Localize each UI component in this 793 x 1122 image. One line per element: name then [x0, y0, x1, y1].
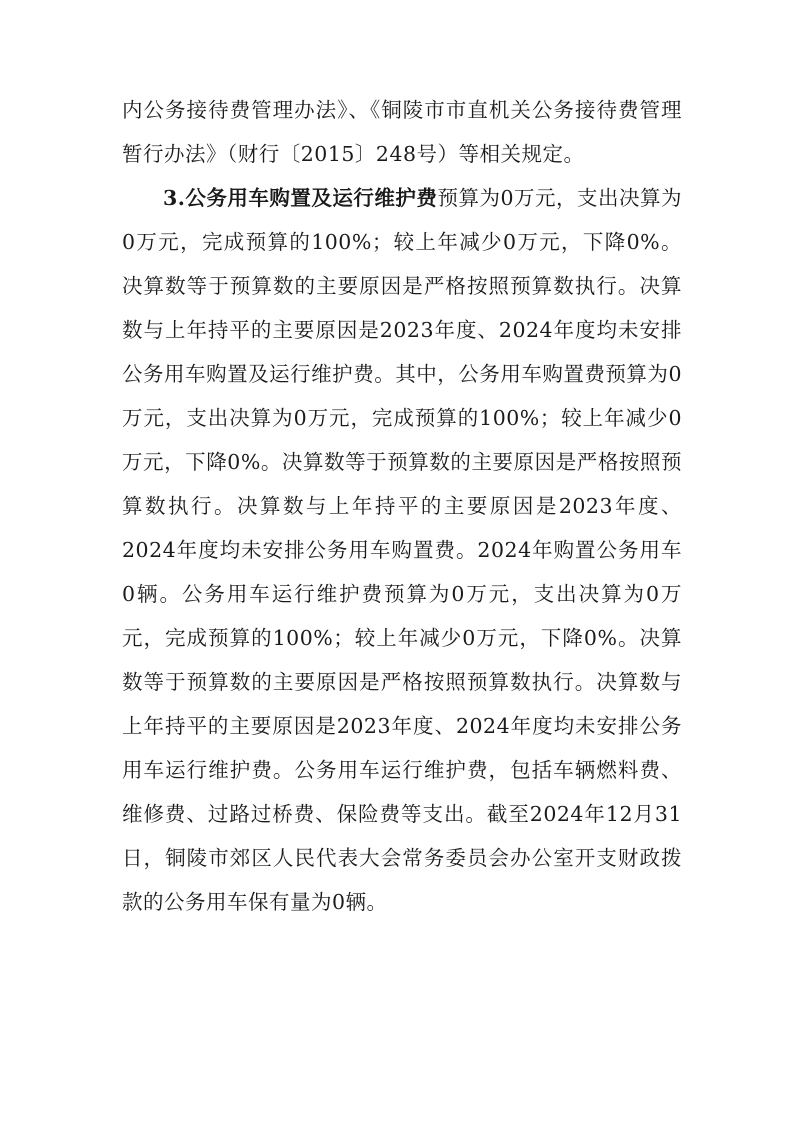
- paragraph-vehicle-expenses: [122, 176, 682, 924]
- paragraph-text: 预算为0万元，支出决算为0万元，完成预算的100%；较上年减少0万元，下降0%。决算数等于预算数的主要原因是严格按照预算数执行。决算数与上年持平的主要原因是2023年度、2024年度均未安排公务用车购置及运行维护费。其中，公务用车购置费预算为0万元，支出决算为0万元，完成预算的100%；较上年减少0万元，下降0%。决算数等于预算数的主要原因是严格按照预算数执行。决算数与上年持平的主要原因是2023年度、2024年度均未安排公务用车购置费。2024年购置公务用车0辆。公务用车运行维护费预算为0万元，支出决算为0万元，完成预算的100%；较上年减少0万元，下降0%。决算数等于预算数的主要原因是严格按照预算数执行。决算数与上年持平的主要原因是2023年度、2024年度均未安排公务用车运行维护费。公务用车运行维护费，包括车辆燃料费、维修费、过路过桥费、保险费等支出。截至2024年12月31日，铜陵市郊区人民代表大会常务委员会办公室开支财政拨款的公务用车保有量为0辆。: [122, 186, 683, 914]
- section-heading: 3.公务用车购置及运行维护费: [163, 186, 438, 210]
- document-body: [122, 88, 682, 924]
- paragraph-text: 内公务接待费管理办法》、《铜陵市市直机关公务接待费管理暂行办法》（财行〔2015〕248号）等相关规定。: [122, 98, 682, 166]
- paragraph-continuation: [122, 88, 682, 176]
